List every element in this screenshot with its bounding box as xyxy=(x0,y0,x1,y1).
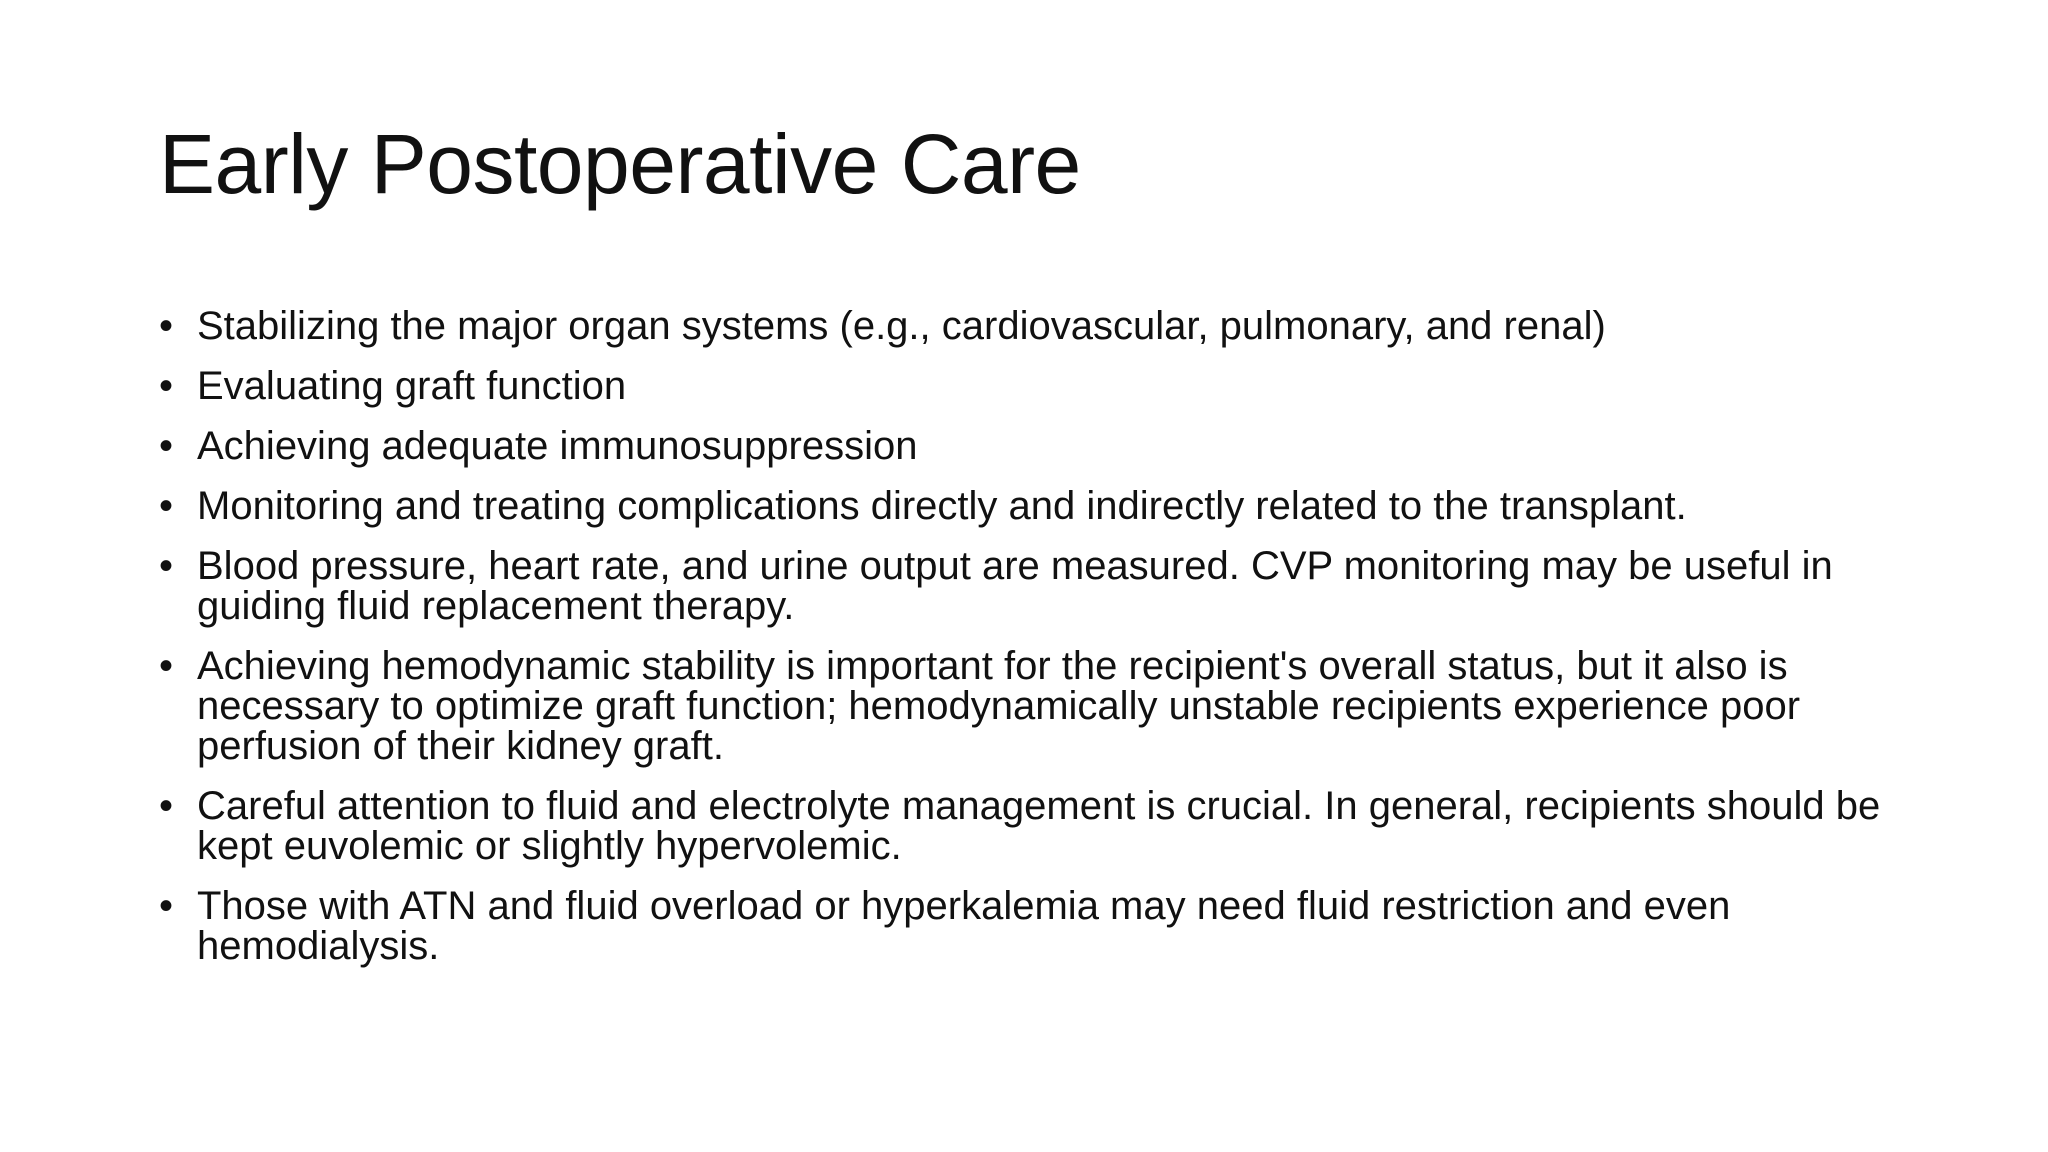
bullet-dot-icon: • xyxy=(159,304,174,348)
bullet-text: Achieving hemodynamic stability is important for the recipient's overall status, but it also is necessary to optimize graft function; hemodynamically unstable recipients experience poor perfusion of their kidney graft. xyxy=(197,644,1801,768)
bullet-item xyxy=(159,426,1919,466)
bullet-text: Evaluating graft function xyxy=(197,364,627,408)
bullet-text: Monitoring and treating complications directly and indirectly related to the transplant. xyxy=(197,484,1687,528)
slide-title: Early Postoperative Care xyxy=(159,117,1081,211)
bullet-dot-icon: • xyxy=(159,424,174,468)
bullet-item xyxy=(159,546,1919,626)
bullet-item xyxy=(159,306,1919,346)
bullet-item xyxy=(159,646,1919,766)
bullet-dot-icon: • xyxy=(159,544,174,588)
bullet-dot-icon: • xyxy=(159,784,174,828)
bullet-dot-icon: • xyxy=(159,364,174,408)
bullet-dot-icon: • xyxy=(159,884,174,928)
bullet-item xyxy=(159,486,1919,526)
bullet-item xyxy=(159,886,1919,966)
bullet-dot-icon: • xyxy=(159,484,174,528)
bullet-text: Stabilizing the major organ systems (e.g., cardiovascular, pulmonary, and renal) xyxy=(197,304,1606,348)
bullet-text: Achieving adequate immunosuppression xyxy=(197,424,918,468)
bullet-text: Careful attention to fluid and electrolyte management is crucial. In general, recipients should be kept euvolemic or slightly hypervolemic. xyxy=(197,784,1881,868)
bullet-list xyxy=(159,306,1919,986)
bullet-item xyxy=(159,786,1919,866)
bullet-text: Blood pressure, heart rate, and urine output are measured. CVP monitoring may be useful in guiding fluid replacement therapy. xyxy=(197,544,1833,628)
bullet-dot-icon: • xyxy=(159,644,174,688)
bullet-item xyxy=(159,366,1919,406)
bullet-text: Those with ATN and fluid overload or hyperkalemia may need fluid restriction and even hemodialysis. xyxy=(197,884,1731,968)
